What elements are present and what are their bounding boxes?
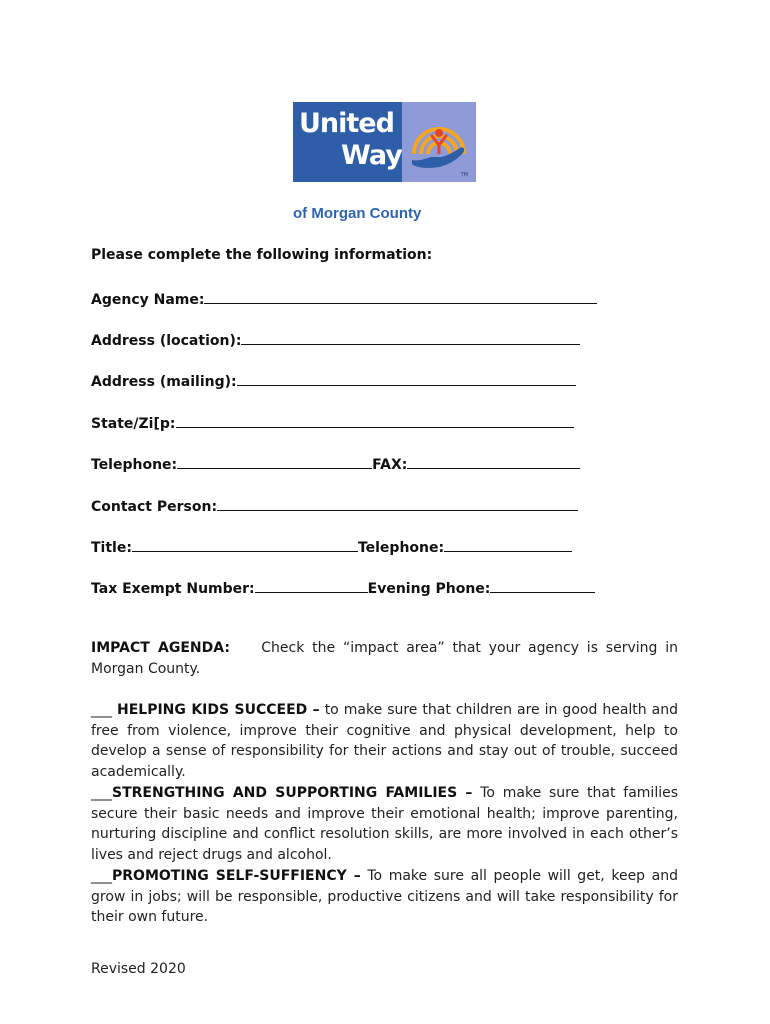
contact-telephone-field[interactable] bbox=[444, 537, 572, 552]
impact-item-families bbox=[91, 783, 678, 865]
tax-evening-row bbox=[91, 578, 595, 597]
title-telephone-row bbox=[91, 537, 572, 556]
org-subtitle: of Morgan County bbox=[293, 205, 422, 222]
form-instructions: Please complete the following information: bbox=[91, 247, 433, 263]
families-title: STRENGTHING AND SUPPORTING FAMILIES – bbox=[112, 785, 473, 801]
fax-label: FAX: bbox=[372, 457, 408, 473]
address-location-row bbox=[91, 330, 580, 349]
evening-phone-label: Evening Phone: bbox=[367, 581, 491, 597]
address-mailing-row bbox=[91, 371, 576, 390]
state-zip-label: State/Zi[p: bbox=[91, 416, 176, 432]
logo-word-way: Way bbox=[341, 140, 402, 171]
impact-heading: IMPACT AGENDA: bbox=[91, 640, 230, 656]
title-label: Title: bbox=[91, 540, 132, 556]
contact-telephone-label: Telephone: bbox=[357, 540, 445, 556]
united-way-logo bbox=[293, 102, 476, 182]
address-location-label: Address (location): bbox=[91, 333, 242, 349]
telephone-field[interactable] bbox=[177, 454, 372, 469]
state-zip-row bbox=[91, 413, 574, 432]
trademark-mark: TM bbox=[460, 172, 468, 178]
self-text: To make sure all people will get, keep and grow in jobs; will be responsible, productive citizens and will take responsibility for their own future. bbox=[91, 868, 679, 926]
agency-name-field[interactable] bbox=[204, 289, 597, 304]
fax-field[interactable] bbox=[407, 454, 580, 469]
address-mailing-label: Address (mailing): bbox=[91, 374, 237, 390]
impact-item-self-sufficiency bbox=[91, 866, 678, 928]
tax-exempt-label: Tax Exempt Number: bbox=[91, 581, 255, 597]
contact-person-field[interactable] bbox=[217, 496, 578, 511]
contact-person-label: Contact Person: bbox=[91, 499, 218, 515]
hand-rainbow-person-icon bbox=[402, 102, 476, 182]
families-checkbox-blank[interactable]: ___ bbox=[91, 785, 112, 801]
kids-title: HELPING KIDS SUCCEED – bbox=[117, 702, 320, 718]
revision-note: Revised 2020 bbox=[91, 961, 186, 977]
contact-person-row bbox=[91, 496, 578, 515]
address-location-field[interactable] bbox=[241, 330, 580, 345]
tax-exempt-field[interactable] bbox=[255, 578, 368, 593]
impact-item-kids bbox=[91, 700, 678, 782]
impact-agenda bbox=[91, 638, 678, 679]
logo-word-united: United bbox=[299, 108, 394, 139]
logo-emblem bbox=[402, 102, 476, 182]
evening-phone-field[interactable] bbox=[490, 578, 595, 593]
agency-name-label: Agency Name: bbox=[91, 292, 205, 308]
impact-text: Check the “impact area” that your agency is serving in Morgan County. bbox=[91, 640, 678, 677]
kids-checkbox-blank[interactable]: ___ bbox=[91, 702, 118, 718]
telephone-fax-row bbox=[91, 454, 580, 473]
title-field[interactable] bbox=[132, 537, 358, 552]
families-text: To make sure that families secure their basic needs and improve their emotional health; improve parenting, nurturing discipline and conflict resolution skills, are more involved in each other’s lives and reject drugs and alcohol. bbox=[91, 785, 679, 863]
logo-wordmark bbox=[293, 102, 402, 182]
kids-text: to make sure that children are in good health and free from violence, improve their cognitive and physical development, help to develop a sense of responsibility for their actions and stay out of trouble, succeed academically. bbox=[91, 702, 679, 780]
address-mailing-field[interactable] bbox=[237, 371, 576, 386]
agency-name-row bbox=[91, 289, 597, 308]
self-checkbox-blank[interactable]: ___ bbox=[91, 868, 112, 884]
self-title: PROMOTING SELF-SUFFIENCY – bbox=[112, 868, 361, 884]
state-zip-field[interactable] bbox=[176, 413, 574, 428]
telephone-label: Telephone: bbox=[91, 457, 178, 473]
